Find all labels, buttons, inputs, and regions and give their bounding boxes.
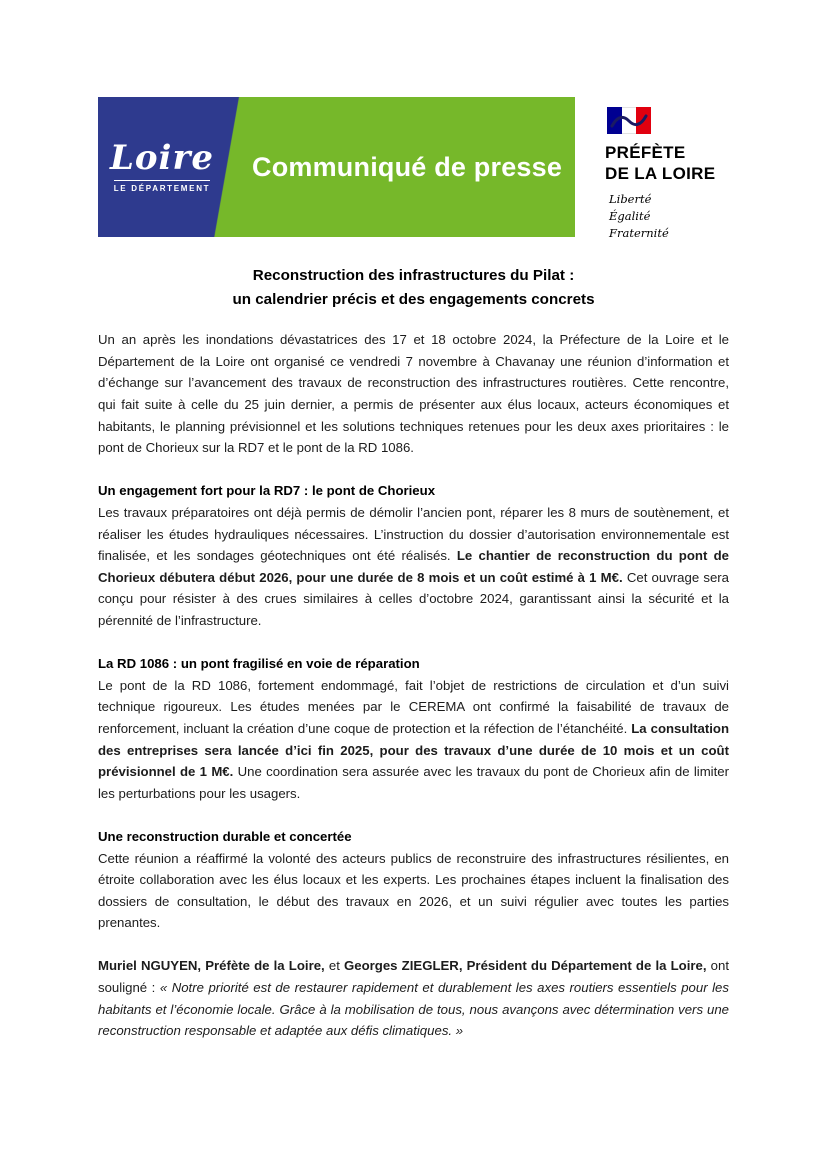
intro-paragraph: Un an après les inondations dévastatrices des 17 et 18 octobre 2024, la Préfecture de la Loire et le Département de la Loire ont organisé ce vendredi 7 novembre à Chavanay une réunion d’information et d’échange sur l’avancement des travaux de reconstruction des infrastructures routières. Cette rencontre, qui fait suite à celle du 25 juin dernier, a permis de présenter aux élus locaux, acteurs économiques et habitants, le planning prévisionnel et les solutions techniques retenues pour les deux axes prioritaires : le pont de Chorieux sur la RD7 et le pont de la RD 1086. xyxy=(98,332,729,456)
text-run: Une coordination sera assurée avec les travaux du pont de Chorieux afin de limiter les perturbations pour les usagers. xyxy=(98,764,729,801)
banner xyxy=(98,97,575,237)
section-heading: Un engagement fort pour la RD7 : le pont de Chorieux xyxy=(98,483,436,499)
section-heading: Une reconstruction durable et concertée xyxy=(98,828,352,844)
loire-logo-subtitle: LE DÉPARTEMENT xyxy=(114,180,211,193)
text-run: Les travaux préparatoires ont déjà permis de démolir l’ancien pont, réparer les 8 murs de soutènement, et réaliser les études hydrauliques nécessaires. L’instruction du dossier d’autorisation environnementale est finalisée, et les sondages géotechniques ont été réalisés. xyxy=(98,505,729,564)
document-title-line2: un calendrier précis et des engagements concrets xyxy=(232,291,595,309)
loire-department-logo xyxy=(98,138,226,193)
section-heading: La RD 1086 : un pont fragilisé en voie de réparation xyxy=(98,656,420,672)
text-run: ont souligné : xyxy=(98,958,730,996)
document-title xyxy=(98,264,729,312)
text-run: Cette réunion a réaffirmé la volonté des acteurs publics de reconstruire des infrastructures résilientes, en étroite collaboration avec les élus locaux et les experts. Les prochaines étapes incluent la finalisation des dossiers de consultation, le début des travaux en 2026, et un suivi régulier avec toutes les parties prenantes. xyxy=(98,850,729,931)
loire-logo-text: Loire xyxy=(109,138,215,178)
page-content xyxy=(98,97,729,1063)
banner-title: Communiqué de presse xyxy=(252,151,563,182)
prefecture-name-line1: PRÉFÈTE xyxy=(605,143,686,162)
header-row xyxy=(98,97,729,242)
section-rd7-chorieux xyxy=(98,480,729,631)
republic-motto xyxy=(609,191,715,243)
section-paragraph xyxy=(98,675,729,805)
motto-egalite: Égalité xyxy=(609,208,651,223)
text-run-italic-quote: « Notre priorité est de restaurer rapidement et durablement les axes routiers essentiels pour les habitants et l’économie locale. Grâce à la mobilisation de tous, nous avançons avec détermination vers une reconstruction responsable et adaptée aux défis climatiques. » xyxy=(98,980,729,1039)
text-run: Cet ouvrage sera conçu pour résister à des crues similaires à celles d’octobre 2024, garantissant ainsi la sécurité et la pérennité de l’infrastructure. xyxy=(98,569,730,628)
text-run-bold: Muriel NGUYEN, Préfète de la Loire, xyxy=(98,958,325,974)
motto-fraternite: Fraternité xyxy=(609,226,669,240)
text-run: Le pont de la RD 1086, fortement endommagé, fait l’objet de restrictions de circulation et d’un suivi technique rigoureux. Les études menées par le CEREMA ont confirmé la faisabilité de travaux de renforcement, incluant la création d’une coque de protection et la réfection de l’étanchéité. xyxy=(98,677,729,736)
section-reconstruction-durable xyxy=(98,826,729,934)
document-title-line1: Reconstruction des infrastructures du Pilat : xyxy=(252,267,575,285)
text-run: et xyxy=(324,958,345,974)
text-run-bold: La consultation des entreprises sera lancée d’ici fin 2025, pour des travaux d’une durée de 10 mois et un coût prévisionnel de 1 M€. xyxy=(98,720,729,780)
prefecture-name xyxy=(605,142,715,185)
section-paragraph xyxy=(98,848,729,934)
section-rd1086 xyxy=(98,653,729,804)
text-run-bold: Georges ZIEGLER, Président du Département de la Loire, xyxy=(344,958,707,974)
body-copy xyxy=(98,329,729,1042)
marianne-wave-icon xyxy=(607,107,651,134)
closing-quote-paragraph xyxy=(98,955,729,1041)
prefecture-name-line2: DE LA LOIRE xyxy=(605,164,716,184)
french-flag-icon xyxy=(607,107,651,134)
text-run-bold: Le chantier de reconstruction du pont de Chorieux débutera début 2026, pour une durée de 8 mois et un coût estimé à 1 M€. xyxy=(98,548,729,585)
motto-liberte: Liberté xyxy=(609,191,652,206)
section-paragraph xyxy=(98,502,729,632)
prefecture-logo-block xyxy=(605,97,715,242)
